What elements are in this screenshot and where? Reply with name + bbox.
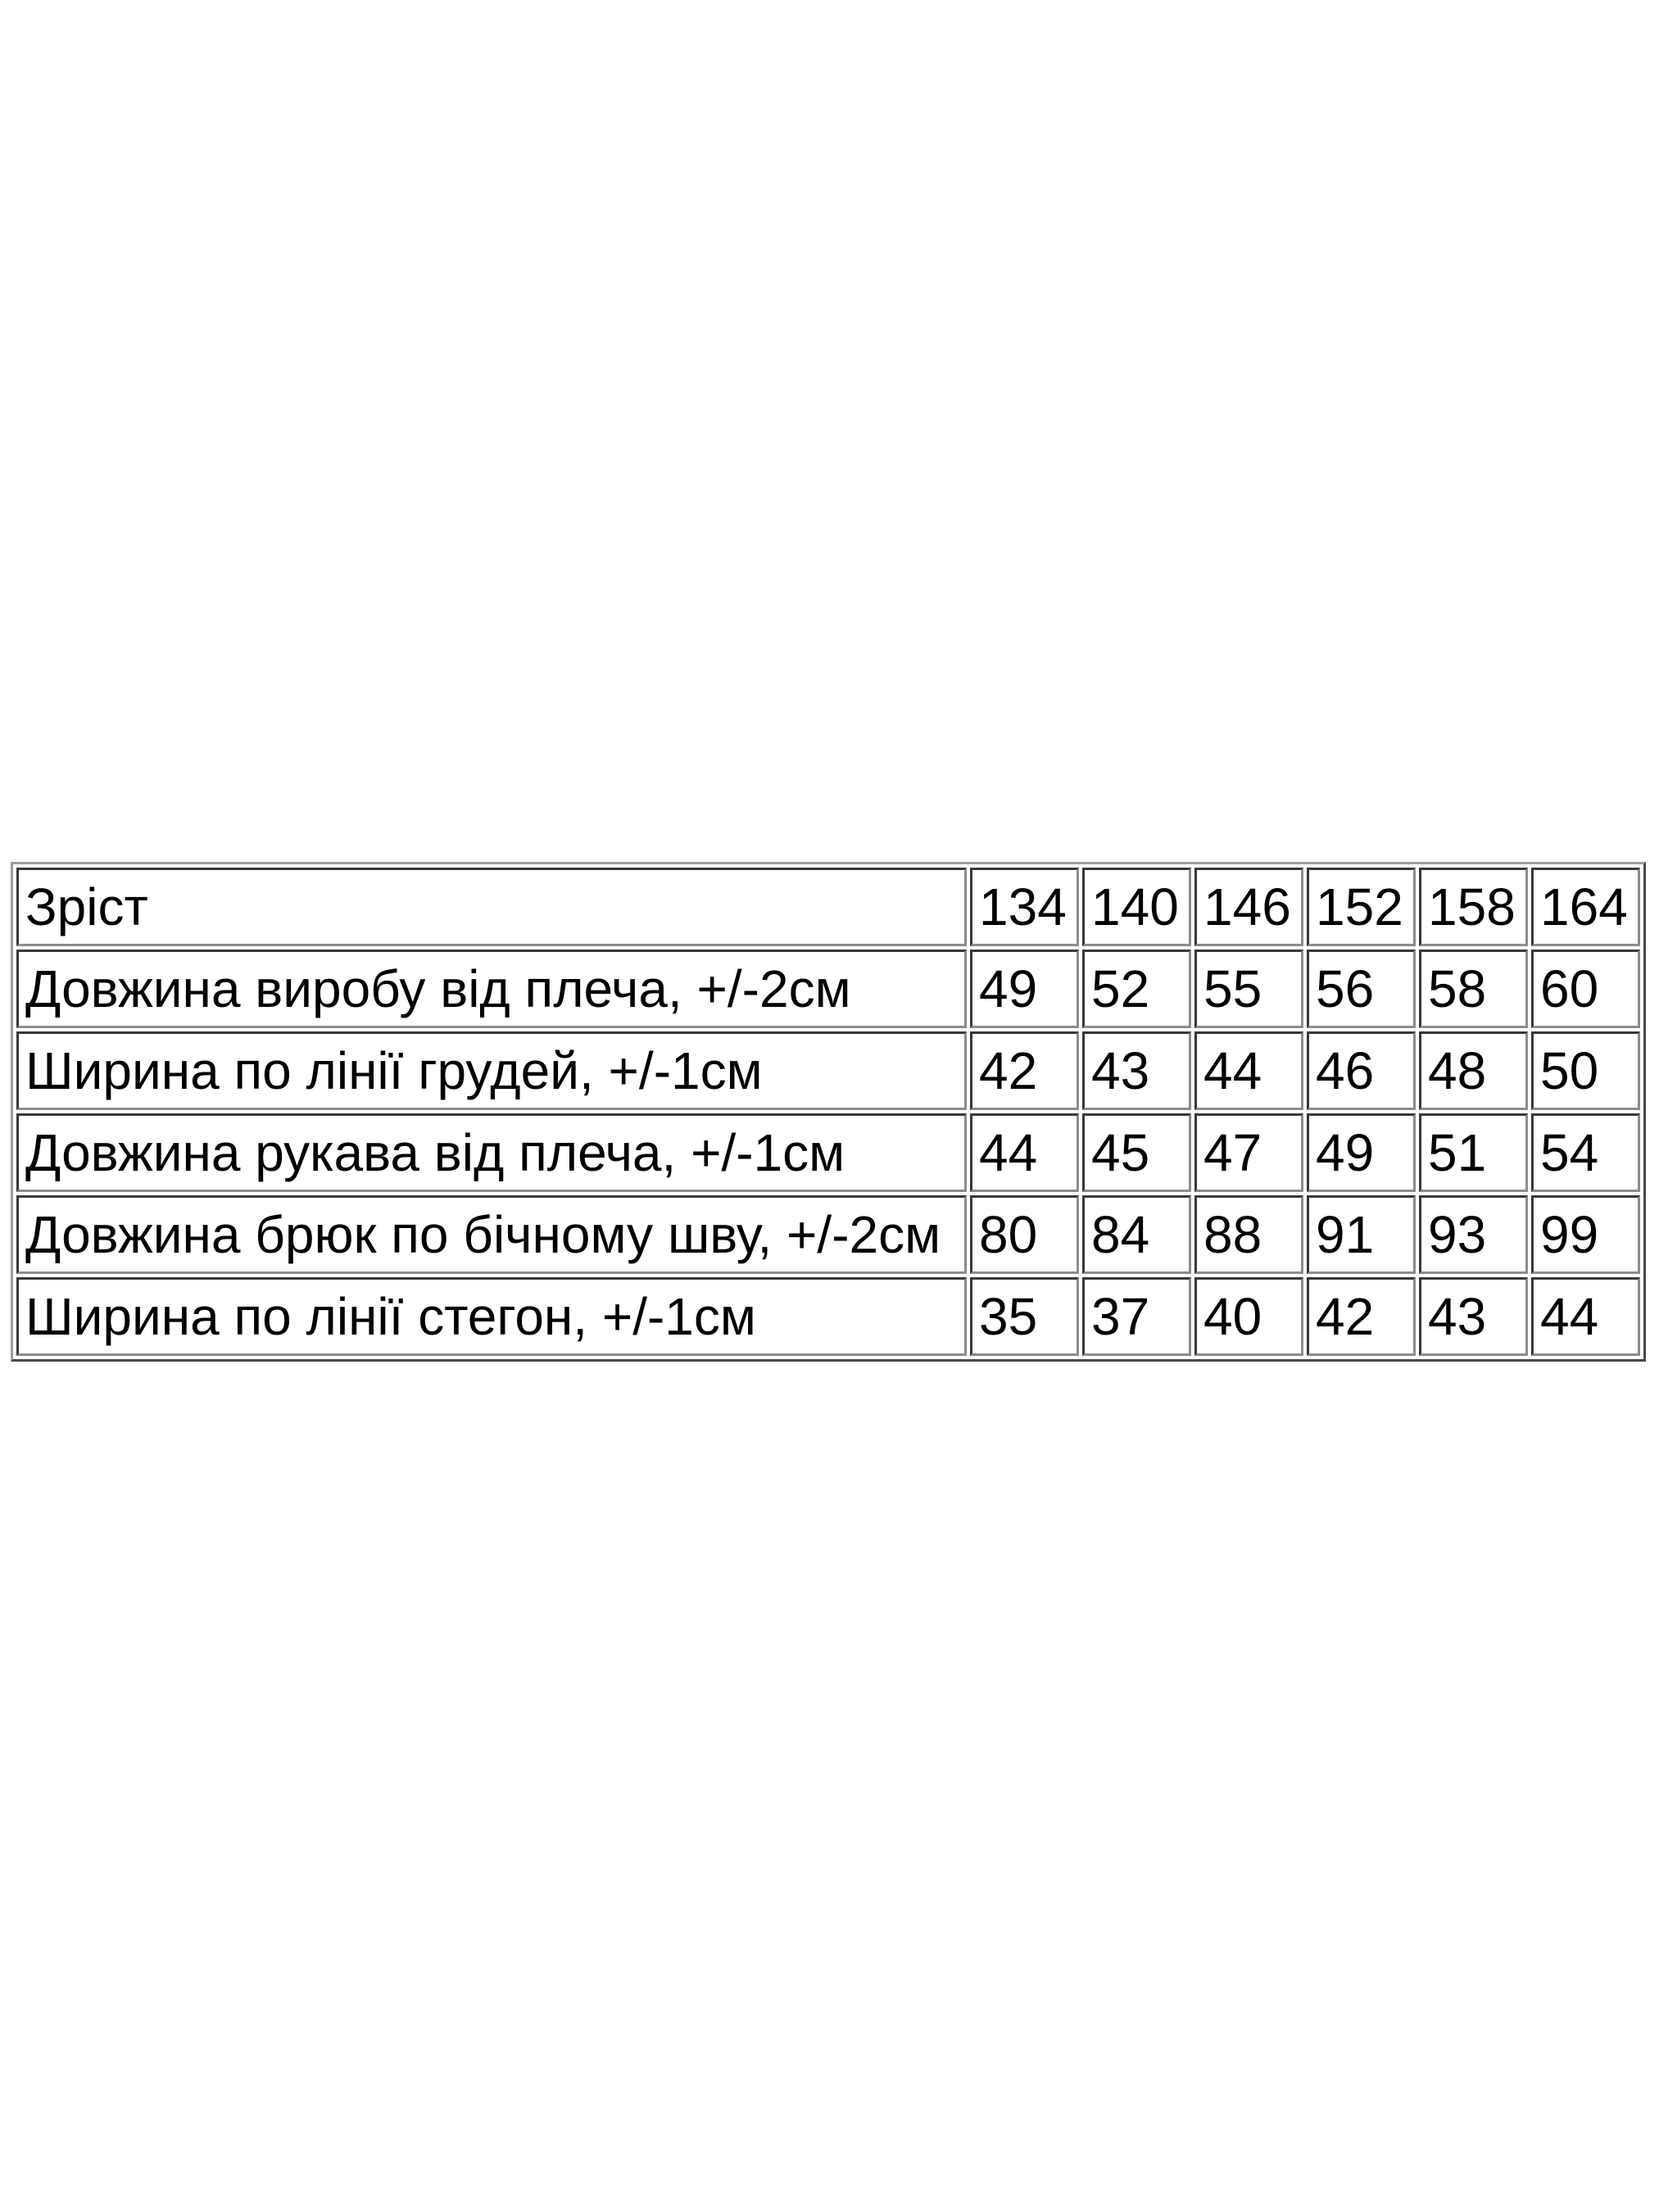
row-label-cell: Довжина виробу від плеча, +/-2см: [16, 950, 967, 1028]
value-cell: 56: [1307, 950, 1416, 1028]
value-cell: 52: [1082, 950, 1191, 1028]
value-cell: 42: [970, 1031, 1079, 1110]
table-row: [16, 950, 1640, 1028]
value-cell: 58: [1419, 950, 1528, 1028]
value-cell: 93: [1419, 1195, 1528, 1274]
row-label-cell: Довжина брюк по бічному шву, +/-2см: [16, 1195, 967, 1274]
header-size-cell: 164: [1531, 868, 1640, 946]
table-row: [16, 1195, 1640, 1274]
header-size-cell: 158: [1419, 868, 1528, 946]
header-size-cell: 140: [1082, 868, 1191, 946]
value-cell: 51: [1419, 1113, 1528, 1192]
value-cell: 45: [1082, 1113, 1191, 1192]
table-header-row: [16, 868, 1640, 946]
value-cell: 42: [1307, 1277, 1416, 1356]
value-cell: 60: [1531, 950, 1640, 1028]
value-cell: 55: [1194, 950, 1303, 1028]
header-label-cell: Зріст: [16, 868, 967, 946]
table-row: [16, 1031, 1640, 1110]
value-cell: 84: [1082, 1195, 1191, 1274]
value-cell: 46: [1307, 1031, 1416, 1110]
table-row: [16, 1113, 1640, 1192]
value-cell: 88: [1194, 1195, 1303, 1274]
table-row: [16, 1277, 1640, 1356]
value-cell: 49: [970, 950, 1079, 1028]
header-size-cell: 134: [970, 868, 1079, 946]
value-cell: 44: [970, 1113, 1079, 1192]
row-label-cell: Довжина рукава від плеча, +/-1см: [16, 1113, 967, 1192]
value-cell: 35: [970, 1277, 1079, 1356]
value-cell: 50: [1531, 1031, 1640, 1110]
value-cell: 37: [1082, 1277, 1191, 1356]
value-cell: 91: [1307, 1195, 1416, 1274]
header-size-cell: 146: [1194, 868, 1303, 946]
value-cell: 54: [1531, 1113, 1640, 1192]
value-cell: 44: [1194, 1031, 1303, 1110]
row-label-cell: Ширина по лінії стегон, +/-1см: [16, 1277, 967, 1356]
value-cell: 43: [1419, 1277, 1528, 1356]
value-cell: 99: [1531, 1195, 1640, 1274]
value-cell: 40: [1194, 1277, 1303, 1356]
value-cell: 44: [1531, 1277, 1640, 1356]
size-chart-table: [11, 862, 1646, 1362]
value-cell: 43: [1082, 1031, 1191, 1110]
value-cell: 49: [1307, 1113, 1416, 1192]
value-cell: 48: [1419, 1031, 1528, 1110]
value-cell: 47: [1194, 1113, 1303, 1192]
header-size-cell: 152: [1307, 868, 1416, 946]
row-label-cell: Ширина по лінії грудей, +/-1см: [16, 1031, 967, 1110]
value-cell: 80: [970, 1195, 1079, 1274]
